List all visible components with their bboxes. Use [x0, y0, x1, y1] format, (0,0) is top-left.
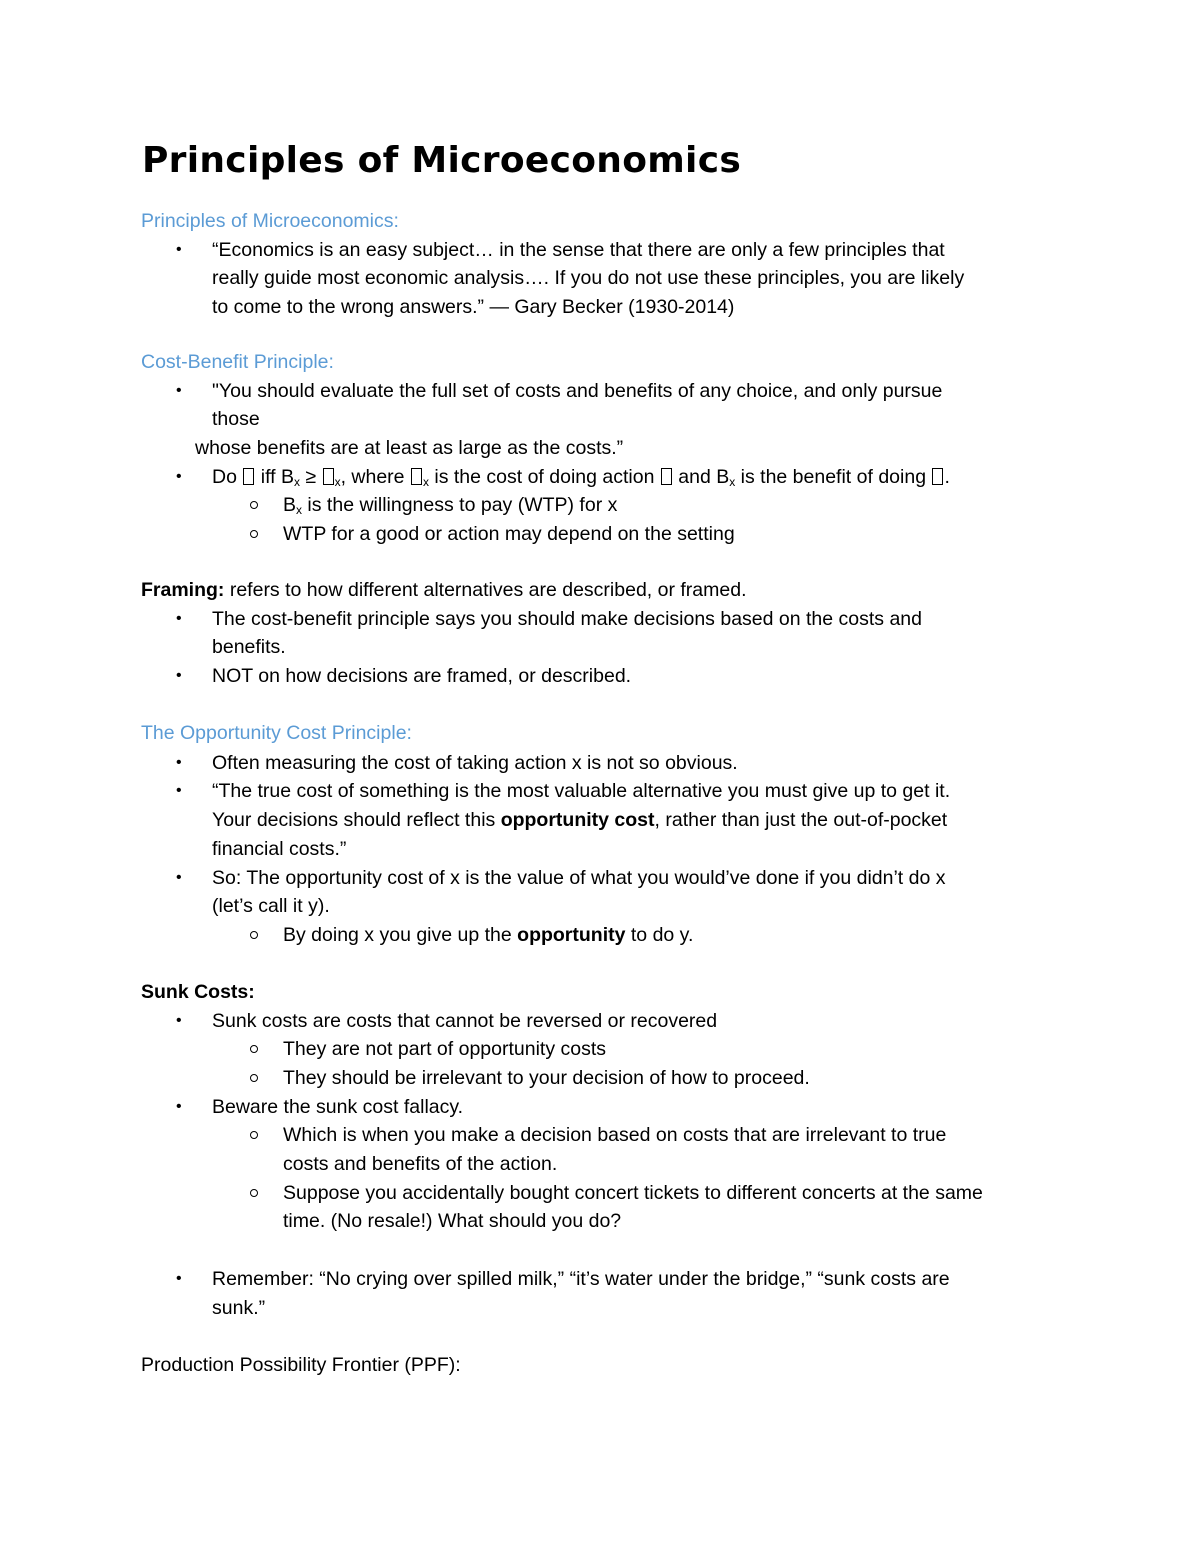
framing-bullet-1-line-2: benefits. — [212, 636, 286, 658]
cost-benefit-quote-line-3: whose benefits are at least as large as the costs.” — [195, 437, 624, 459]
sunk-costs-heading — [141, 978, 255, 1007]
wtp-b: B — [283, 494, 297, 516]
missing-glyph-icon — [661, 468, 672, 485]
opp-l2b: opportunity cost — [500, 809, 655, 831]
becker-quote-line-3: to come to the wrong answers.” — Gary Becker (1930-2014) — [212, 296, 735, 318]
sunk-costs-label: Sunk Costs: — [141, 981, 255, 1003]
decision-rule-iff: iff B — [255, 466, 295, 488]
subscript-x: x — [294, 475, 301, 489]
subscript-x: x — [422, 475, 429, 489]
bullet-dot: • — [176, 382, 182, 399]
bullet-dot: • — [176, 1012, 182, 1029]
bullet-dot: • — [176, 468, 182, 485]
sunk-bullet-1: Sunk costs are costs that cannot be reversed or recovered — [212, 1010, 718, 1032]
framing-bullet-1-line-1: The cost-benefit principle says you should make decisions based on the costs and — [212, 608, 922, 630]
opp-sub-b: opportunity — [517, 924, 626, 946]
sub-bullet-circle — [250, 530, 258, 538]
subscript-x: x — [334, 475, 341, 489]
opportunity-bullet-3-line-2: (let’s call it y). — [212, 895, 330, 917]
opportunity-bullet-2-line-2 — [212, 806, 947, 835]
bullet-dot: • — [176, 1270, 182, 1287]
sunk-bullet-2: Beware the sunk cost fallacy. — [212, 1096, 464, 1118]
wtp-definition — [283, 491, 617, 520]
becker-quote-line-1: “Economics is an easy subject… in the sense that there are only a few principles that — [212, 239, 945, 261]
wtp-setting: WTP for a good or action may depend on the setting — [283, 523, 735, 545]
bullet-dot: • — [176, 1098, 182, 1115]
subscript-x: x — [296, 503, 303, 517]
missing-glyph-icon — [932, 468, 943, 485]
bullet-dot: • — [176, 241, 182, 258]
sunk-sub-1: They are not part of opportunity costs — [283, 1038, 607, 1060]
bullet-dot: • — [176, 610, 182, 627]
decision-rule-mid: is the cost of doing action — [428, 466, 660, 488]
sub-bullet-circle — [250, 1189, 258, 1197]
sunk-sub-2: They should be irrelevant to your decision of how to proceed. — [283, 1067, 810, 1089]
missing-glyph-icon — [323, 468, 334, 485]
sub-bullet-circle — [250, 931, 258, 939]
decision-rule-where: , where — [340, 466, 410, 488]
sunk-bullet-3-line-1: Remember: “No crying over spilled milk,” “it’s water under the bridge,” “sunk costs are — [212, 1268, 950, 1290]
ppf-heading: Production Possibility Frontier (PPF): — [141, 1354, 461, 1376]
cost-benefit-quote-line-1: "You should evaluate the full set of costs and benefits of any choice, and only pursue — [212, 380, 943, 402]
sunk-sub-4-line-2: time. (No resale!) What should you do? — [283, 1210, 622, 1232]
framing-label: Framing: — [141, 579, 225, 601]
sunk-sub-4-line-1: Suppose you accidentally bought concert tickets to different concerts at the same — [283, 1182, 983, 1204]
missing-glyph-icon — [411, 468, 422, 485]
sunk-sub-3-line-2: costs and benefits of the action. — [283, 1153, 558, 1175]
section-heading-opportunity-cost: The Opportunity Cost Principle: — [141, 722, 412, 744]
sunk-sub-3-line-1: Which is when you make a decision based on costs that are irrelevant to true — [283, 1124, 947, 1146]
section-heading-principles: Principles of Microeconomics: — [141, 210, 399, 232]
framing-bullet-2: NOT on how decisions are framed, or described. — [212, 665, 632, 687]
decision-rule-dot: . — [944, 466, 950, 488]
missing-glyph-icon — [243, 468, 254, 485]
sunk-bullet-3-line-2: sunk.” — [212, 1297, 266, 1319]
page-title: Principles of Microeconomics — [142, 140, 742, 181]
sub-bullet-circle — [250, 1045, 258, 1053]
framing-paragraph — [141, 576, 747, 605]
sub-bullet-circle — [250, 1131, 258, 1139]
bullet-dot: • — [176, 754, 182, 771]
opp-l2a: Your decisions should reflect this — [212, 809, 501, 831]
opp-sub-a: By doing x you give up the — [283, 924, 518, 946]
bullet-dot: • — [176, 869, 182, 886]
wtp-rest: is the willingness to pay (WTP) for x — [302, 494, 618, 516]
section-heading-cost-benefit: Cost-Benefit Principle: — [141, 351, 334, 373]
decision-rule-and: and B — [672, 466, 730, 488]
opp-sub-c: to do y. — [625, 924, 694, 946]
sub-bullet-circle — [250, 501, 258, 509]
decision-rule-ge: ≥ — [300, 466, 322, 488]
opportunity-bullet-1: Often measuring the cost of taking action x is not so obvious. — [212, 752, 738, 774]
bullet-dot: • — [176, 667, 182, 684]
becker-quote-line-2: really guide most economic analysis…. If you do not use these principles, you are likely — [212, 267, 965, 289]
decision-rule-end: is the benefit of doing — [735, 466, 932, 488]
opportunity-bullet-3-line-1: So: The opportunity cost of x is the value of what you would’ve done if you didn’t do x — [212, 867, 946, 889]
opp-l2c: , rather than just the out-of-pocket — [654, 809, 948, 831]
framing-rest: refers to how different alternatives are described, or framed. — [224, 579, 747, 601]
decision-rule-do: Do — [212, 466, 243, 488]
decision-rule — [212, 463, 950, 492]
opportunity-bullet-2-line-1: “The true cost of something is the most valuable alternative you must give up to get it. — [212, 780, 951, 802]
bullet-dot: • — [176, 782, 182, 799]
cost-benefit-quote-line-2: those — [212, 408, 260, 430]
opportunity-bullet-2-line-3: financial costs.” — [212, 838, 347, 860]
sub-bullet-circle — [250, 1074, 258, 1082]
opportunity-sub-bullet — [283, 921, 693, 950]
subscript-x: x — [729, 475, 736, 489]
